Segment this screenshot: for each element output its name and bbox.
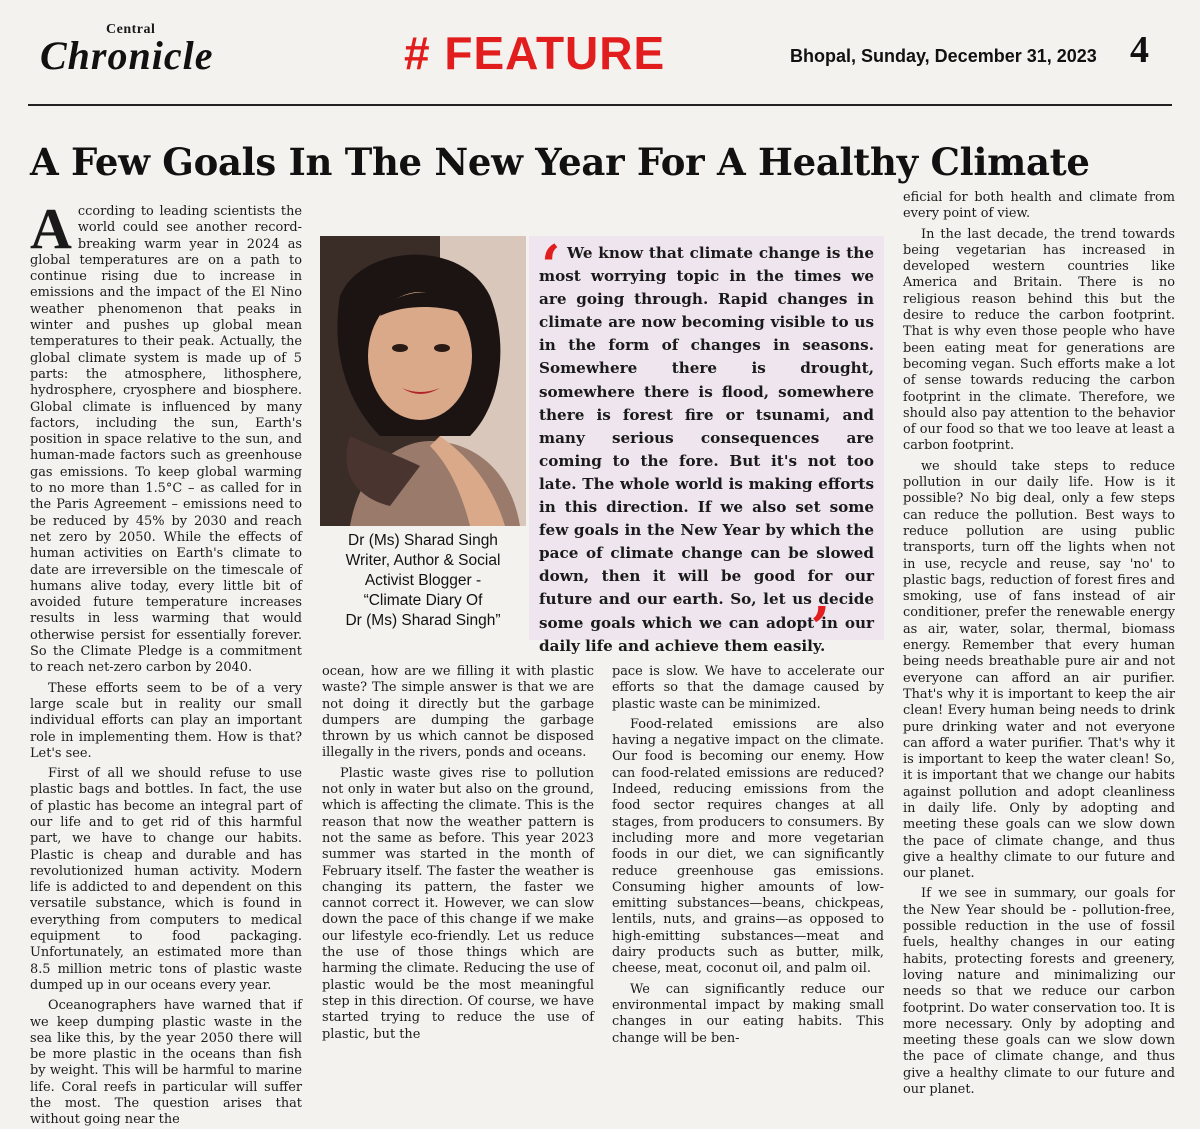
paragraph: These efforts seem to be of a very large scale but in reality our small individual efforts can play an important role in implementing them. How is that? Let's see.: [30, 680, 302, 761]
photo-caption: [320, 531, 526, 631]
paragraph: ocean, how are we filling it with plastic waste? The simple answer is that we are not doing it directly but the garbage dumpers are dumping the garbage thrown by us which cannot be disposed illegally in the rivers, ponds and oceans.: [322, 664, 594, 761]
article-column-3: [612, 664, 884, 1046]
pull-quote-text: We know that climate change is the most worrying topic in the times we are going through. Rapid changes in climate are now becoming visible to us in the form of changes in seasons. Somewhere there is drought, somewhere there is flood, somewhere there is forest fire or tsunami, and many serious consequences are coming to the fore. But it's not too late. The whole world is making efforts in this direction. If we also set some few goals in the New Year by which the pace of climate change can be slowed down, then it will be good for our future and our earth. So, let us decide some goals which we can adopt in our daily life and achieve them easily.: [539, 244, 874, 655]
article-column-1: [30, 196, 302, 1128]
logo-main-text: Chronicle: [40, 33, 214, 78]
article-column-4: [903, 190, 1175, 1098]
pull-quote: [529, 233, 884, 661]
paragraph: we should take steps to reduce pollution in our daily life. How is it possible? No big deal, only a few steps can reduce the pollution. Best ways to reduce pollution are using public transports, turn off the lights when not in use, recycle and reuse, say 'no' to plastic bags, reduction of forest fires and smoking, use of fans instead of air conditioner, prefer the renewable energy as air, water, solar, thermal, biomass energy. Remember that every human being needs breathable pure air and not everyone can afford an air purifier. That's why it is important to keep the air clean! Every human being needs to drink pure drinking water and not everyone can afford a water purifier. That's why it is important to keep the water clean! So, it is important that we change our habits against pollution and adopt cleanliness in daily life. Only by adopting and meeting these goals can we slow down the pace of climate change, and thus give a healthy climate to our future and our planet.: [903, 458, 1175, 882]
author-portrait-icon: [320, 236, 526, 526]
article-headline: A Few Goals In The New Year For A Healthy Climate: [30, 140, 1090, 184]
paragraph: Food-related emissions are also having a negative impact on the climate. Our food is becoming our enemy. How can food-related emissions are reduced? Indeed, reducing emissions from the food sector requires changes at all stages, from producers to consumers. By including more and more vegetarian foods in our diet, we can significantly reduce greenhouse gas emissions. Consuming higher amounts of low-emitting substances—beans, chickpeas, lentils, nuts, and grains—as opposed to high-emitting substances—meat and dairy products such as butter, milk, cheese, meat, coconut oil, and palm oil.: [612, 716, 884, 977]
portrait-illustration: [320, 236, 526, 526]
page-number: 4: [1130, 29, 1149, 71]
masthead-rule: [28, 104, 1172, 106]
author-photo-panel: [320, 236, 526, 640]
newspaper-logo: [40, 22, 230, 82]
paragraph: According to leading scientists the world could see another record-breaking warm year in 2024 as global temperatures are on a path to continue rising due to increase in emissions and the impact of the El Nino weather phenomenon that peaks in winter and pushes up global mean temperatures to their peak. Actually, the global climate system is made up of 5 parts: the atmosphere, lithosphere, hydrosphere, cryosphere and biosphere. Global climate is influenced by many factors, including the sun, Earth's position in space relative to the sun, and human-made factors such as greenhouse gas emissions. To keep global warming to no more than 1.5°C – as called for in the Paris Agreement – emissions need to be reduced by 45% by 2030 and reach net zero by 2050. While the effects of human activities on Earth's climate to date are irreversible on the timescale of humans alive today, every little bit of avoided future temperature increases results in less warming that would otherwise persist for essentially forever. So the Climate Pledge is a commitment to reach net-zero carbon by 2040.: [30, 196, 302, 676]
caption-line: “Climate Diary Of: [363, 592, 483, 609]
caption-line: Dr (Ms) Sharad Singh”: [345, 612, 501, 629]
paragraph: If we see in summary, our goals for the New Year should be - pollution-free, possible reduction in the use of fossil fuels, healthy changes in our eating habits, protecting forests and greenery, loving nature and minimalizing our needs so that we reduce our carbon footprint. Do water conservation too. It is more necessary. Only by adopting and meeting these goals can we slow down the pace of climate change, and thus give a healthy climate to our future and our planet.: [903, 886, 1175, 1098]
paragraph: pace is slow. We have to accelerate our efforts so that the damage caused by plastic waste can be minimized.: [612, 664, 884, 712]
paragraph: We can significantly reduce our environmental impact by making small changes in our eating habits. This change will be ben-: [612, 981, 884, 1046]
masthead: [0, 0, 1200, 110]
paragraph: Plastic waste gives rise to pollution not only in water but also on the ground, which is affecting the climate. This is the reason that now the weather pattern is not the same as before. This year 2023 summer was started in the month of February itself. The faster the weather is changing its pattern, the faster we cannot correct it. However, we can slow down the pace of this change if we make our lifestyle eco-friendly. Let us reduce the use of those things which are harming the climate. Reducing the use of plastic would be the most meaningful step in this direction. Of course, we have started trying to reduce the use of plastic, but the: [322, 765, 594, 1042]
caption-line: Activist Blogger -: [364, 572, 482, 589]
close-quote-mark: ’: [810, 595, 830, 661]
logo-small-text: Central: [106, 22, 156, 37]
section-tag: # FEATURE: [404, 27, 666, 79]
dateline: Bhopal, Sunday, December 31, 2023: [790, 46, 1097, 66]
caption-line: Writer, Author & Social: [345, 552, 501, 569]
open-quote-mark: ‘: [541, 233, 561, 299]
article-column-2: [322, 664, 594, 1042]
drop-cap: A: [30, 196, 72, 261]
paragraph: eficial for both health and climate from every point of view.: [903, 190, 1175, 222]
caption-line: Dr (Ms) Sharad Singh: [348, 532, 498, 549]
paragraph: First of all we should refuse to use plastic bags and bottles. In fact, the use of plastic has become an integral part of our life and to get rid of this harmful part, we have to change our habits. Plastic is cheap and durable and has revolutionized human activity. Modern life is addicted to and dependent on this versatile substance, which is found in everything from computers to medical equipment to food packaging. Unfortunately, an estimated more than 8.5 million metric tons of plastic waste dumped up in our oceans every year.: [30, 766, 302, 993]
paragraph: Oceanographers have warned that if we keep dumping plastic waste in the sea like this, by the year 2050 there will be more plastic in the oceans than fish by weight. This will be harmful to marine life. Coral reefs in particular will suffer the most. The question arises that without going near the: [30, 998, 302, 1128]
paragraph: In the last decade, the trend towards being vegetarian has increased in developed western countries like America and Britain. There is no religious reason behind this but the desire to reduce the carbon footprint. That is why even those people who have been eating meat for generations are becoming vegan. Such efforts make a lot of sense towards reducing the carbon footprint in the climate. Therefore, we should also pay attention to the behavior of our food so that we too leave at least a carbon footprint.: [903, 226, 1175, 454]
